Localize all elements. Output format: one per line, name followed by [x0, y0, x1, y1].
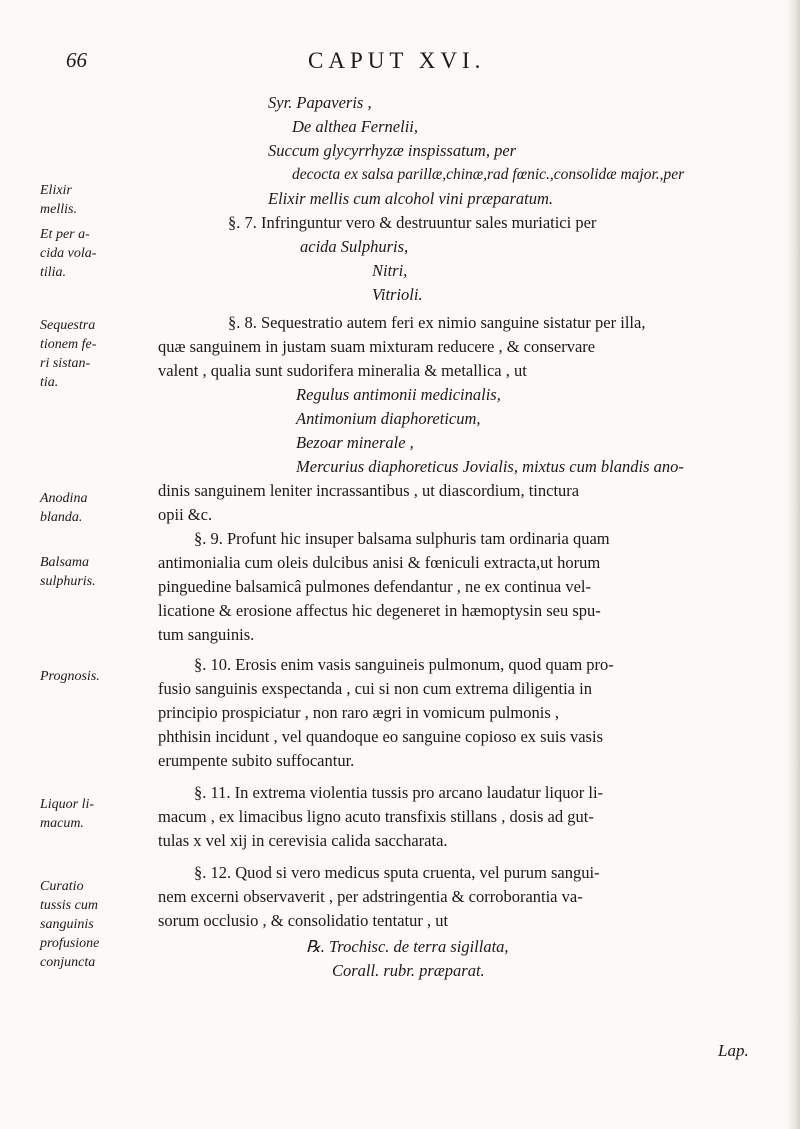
section-7-item: Nitri, — [372, 261, 408, 280]
list-item: Bezoar minerale , — [296, 433, 414, 452]
margin-note-line: Elixir — [40, 183, 72, 198]
recipe-line: ℞. Trochisc. de terra sigillata, — [306, 937, 509, 956]
margin-note-sequestra — [40, 316, 140, 392]
catchword: Lap. — [718, 1041, 749, 1060]
page-number: 66 — [66, 48, 87, 72]
running-title: CAPUT XVI. — [308, 48, 486, 73]
margin-note-line: sulphuris. — [40, 574, 96, 589]
paragraph-line: erumpente subito suffocantur. — [158, 751, 355, 770]
paragraph-line: antimonialia cum oleis dulcibus anisi & fœniculi extracta,ut horum — [158, 553, 601, 572]
paragraph-line: §. 12. Quod si vero medicus sputa cruenta, vel purum sangui- — [194, 863, 600, 882]
margin-note-line: Anodina — [40, 491, 88, 506]
recipe-line: decocta ex salsa parillæ,chinæ,rad fœnic.,consolidæ major.,per — [292, 166, 685, 183]
margin-note-line: tionem fe- — [40, 337, 97, 352]
list-item: Antimonium diaphoreticum, — [296, 409, 481, 428]
recipe-line: Succum glycyrrhyzæ inspissatum, per — [268, 141, 517, 160]
paragraph-line: §. 11. In extrema violentia tussis pro arcano laudatur liquor li- — [194, 783, 604, 802]
paragraph-line: sorum occlusio , & consolidatio tentatur , ut — [158, 911, 449, 930]
margin-note-line: Sequestra — [40, 318, 96, 333]
paragraph-line: valent , qualia sunt sudorifera mineralia & metallica , ut — [158, 361, 527, 380]
paragraph-line — [296, 457, 684, 477]
margin-note-acida — [40, 225, 140, 282]
paragraph-line: §. 8. Sequestratio autem feri ex nimio sanguine sistatur per illa, — [228, 313, 646, 332]
margin-note-line: cida vola- — [40, 246, 97, 261]
paragraph-line: pinguedine balsamicâ pulmones defendantur , ne ex continua vel- — [158, 577, 591, 596]
paragraph-line: §. 10. Erosis enim vasis sanguineis pulmonum, quod quam pro- — [194, 655, 614, 674]
margin-note-line: Prognosis. — [40, 669, 100, 684]
margin-note-liquor — [40, 795, 140, 833]
margin-note-line: Balsama — [40, 555, 89, 570]
margin-note-line: tia. — [40, 375, 59, 390]
paragraph-line: licatione & erosione affectus hic degeneret in hæmoptysin seu spu- — [158, 601, 601, 620]
paragraph-line: principio prospiciatur , non raro ægri in vomicum pulmonis , — [158, 703, 559, 722]
margin-note-curatio — [40, 877, 140, 972]
margin-note-line: tussis cum — [40, 898, 98, 913]
margin-note-prognosis — [40, 667, 140, 686]
paragraph-text: Mercurius diaphoreticus Jovialis, mixtus cum blandis ano- — [296, 457, 684, 476]
paragraph-line: macum , ex limacibus ligno acuto transfixis stillans , dosis ad gut- — [158, 807, 594, 826]
paragraph-line: tum sanguinis. — [158, 625, 255, 644]
margin-note-line: tilia. — [40, 265, 67, 280]
margin-note-line: blanda. — [40, 510, 83, 525]
page-edge-shadow — [786, 0, 800, 1129]
margin-note-anodina — [40, 489, 140, 527]
paragraph-line: tulas x vel xij in cerevisia calida saccharata. — [158, 831, 448, 850]
margin-note-line: mellis. — [40, 202, 77, 217]
recipe-line: Corall. rubr. præparat. — [332, 961, 485, 980]
section-7-item: Vitrioli. — [372, 285, 423, 304]
paragraph-line: fusio sanguinis exspectanda , cui si non cum extrema diligentia in — [158, 679, 592, 698]
margin-note-line: profusione — [40, 936, 100, 951]
section-7-lead: §. 7. Infringuntur vero & destruuntur sales muriatici per — [228, 213, 597, 232]
margin-note-line: macum. — [40, 816, 84, 831]
paragraph-line: opii &c. — [158, 505, 213, 524]
recipe-line: Elixir mellis cum alcohol vini præparatum. — [268, 189, 554, 208]
margin-note-line: Curatio — [40, 879, 84, 894]
paragraph-line: phthisin incidunt , vel quandoque eo sanguine copioso ex suis vasis — [158, 727, 603, 746]
margin-note-balsama — [40, 553, 140, 591]
margin-note-line: Liquor li- — [40, 797, 95, 812]
margin-note-line: sanguinis — [40, 917, 94, 932]
paragraph-line: dinis sanguinem leniter incrassantibus , ut diascordium, tinctura — [158, 481, 580, 500]
section-7-item: acida Sulphuris, — [300, 237, 409, 256]
page-header — [0, 48, 800, 78]
margin-note-line: conjuncta — [40, 955, 96, 970]
margin-note-line: Et per a- — [40, 227, 90, 242]
paragraph-line: nem excerni observaverit , per adstringentia & corroborantia va- — [158, 887, 583, 906]
paragraph-line: §. 9. Profunt hic insuper balsama sulphuris tam ordinaria quam — [194, 529, 610, 548]
margin-note-line: ri sistan- — [40, 356, 91, 371]
recipe-line: Syr. Papaveris , — [268, 93, 372, 112]
recipe-line: De althea Fernelii, — [292, 117, 419, 136]
paragraph-line: quæ sanguinem in justam suam mixturam reducere , & conservare — [158, 337, 596, 356]
list-item: Regulus antimonii medicinalis, — [296, 385, 501, 404]
margin-note-elixir — [40, 181, 140, 219]
